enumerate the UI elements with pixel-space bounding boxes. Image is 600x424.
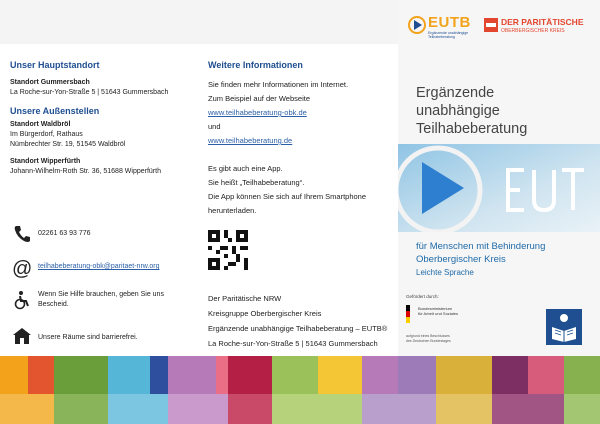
help-text-line2: Bescheid. <box>38 301 69 308</box>
more-info-title: Weitere Informationen <box>208 60 303 70</box>
stripe-1 <box>0 356 28 394</box>
org-line2: Kreisgruppe Oberbergischer Kreis <box>208 309 322 318</box>
left-panel <box>0 0 200 356</box>
stripe-lower-1 <box>0 394 54 424</box>
app-line1: Es gibt auch eine App. <box>208 164 283 173</box>
website-link-obk[interactable]: www.teilhabeberatung-obk.de <box>208 108 307 117</box>
stripe-10 <box>318 356 362 394</box>
branches-title: Unsere Außenstellen <box>10 106 100 116</box>
middle-header-band <box>200 0 398 44</box>
accessibility-text: Unsere Räume sind barrierefrei. <box>38 334 138 341</box>
paritaetische-logo <box>484 16 596 42</box>
phone-number: 02261 63 93 776 <box>38 230 91 237</box>
stripe-5 <box>150 356 168 394</box>
paritaetische-mark-icon <box>484 18 498 32</box>
bmas-note <box>406 334 451 343</box>
eutb-play-icon <box>408 16 426 34</box>
app-line2: Sie heißt „Teilhabeberatung“. <box>208 178 305 187</box>
stripe-12 <box>398 356 436 394</box>
stripe-3 <box>54 356 108 394</box>
email-link[interactable]: teilhabeberatung-obk@paritaet-nrw.org <box>38 263 160 270</box>
brochure-subtitle <box>416 240 545 266</box>
stripe-lower-8 <box>436 394 492 424</box>
brochure-title-line2: unabhängige <box>416 103 500 119</box>
right-panel <box>398 0 600 356</box>
stripe-2 <box>28 356 54 394</box>
stripe-9 <box>272 356 318 394</box>
eutb-hero-image <box>398 144 600 232</box>
paritaetische-logo-text: DER PARITÄTISCHE <box>501 17 584 27</box>
stripe-lower-2 <box>54 394 108 424</box>
paritaetische-logo-sub: OBERBERGISCHER KREIS <box>501 28 565 34</box>
eutb-logo-sub1: Ergänzende unabhängige <box>428 31 469 35</box>
stripe-lower-4 <box>168 394 228 424</box>
stripe-16 <box>564 356 600 394</box>
help-text-line1: Wenn Sie Hilfe brauchen, geben Sie uns <box>38 291 164 298</box>
stripe-13 <box>436 356 492 394</box>
stripe-lower-6 <box>272 394 362 424</box>
stripe-11 <box>362 356 398 394</box>
org-line3: Ergänzende unabhängige Teilhabeberatung – EUTB® <box>208 324 388 333</box>
info-and: und <box>208 122 221 131</box>
wheelchair-icon <box>12 290 32 310</box>
stripe-4 <box>108 356 150 394</box>
eutb-logo-text: EUTB <box>428 14 471 31</box>
at-sign-icon <box>12 258 32 278</box>
stripe-7 <box>216 356 228 394</box>
main-location-name: Standort Gummersbach <box>10 79 90 86</box>
brochure-title-line1: Ergänzende <box>416 85 495 101</box>
stripe-lower-10 <box>564 394 600 424</box>
stripe-lower-9 <box>492 394 564 424</box>
website-link-teilhabeberatung[interactable]: www.teilhabeberatung.de <box>208 136 293 145</box>
info-line1: Sie finden mehr Informationen im Internet. <box>208 80 349 89</box>
bmas-logo <box>418 306 458 316</box>
bmas-line2: für Arbeit und Soziales <box>418 311 459 316</box>
branch-waldbroel-line1: Im Bürgerdorf, Rathaus <box>10 131 83 138</box>
org-line4: La Roche-sur-Yon-Straße 5 | 51643 Gummersbach <box>208 339 378 348</box>
stripe-6 <box>168 356 216 394</box>
branch-wipperfuerth-name: Standort Wipperfürth <box>10 158 81 165</box>
eutb-logo <box>408 14 476 44</box>
svg-text:@: @ <box>12 258 32 278</box>
easy-language-icon <box>546 309 582 345</box>
bmas-note-line2: des Deutschen Bundestages <box>406 338 451 343</box>
phone-icon <box>12 224 32 244</box>
funded-by-label: Gefördert durch: <box>406 294 439 299</box>
qr-code[interactable] <box>208 230 248 270</box>
stripe-lower-5 <box>228 394 272 424</box>
brochure-title-line3: Teilhabeberatung <box>416 121 528 137</box>
branch-waldbroel-line2: Nümbrechter Str. 19, 51545 Waldbröl <box>10 141 126 148</box>
branch-waldbroel-name: Standort Waldbröl <box>10 121 71 128</box>
bmas-note-line1: aufgrund eines Beschlusses <box>406 334 450 338</box>
stripe-15 <box>528 356 564 394</box>
left-header-band <box>0 0 200 44</box>
stripe-lower-3 <box>108 394 168 424</box>
app-line4: herunterladen. <box>208 206 257 215</box>
org-line1: Der Paritätische NRW <box>208 294 282 303</box>
easy-language-label: Leichte Sprache <box>416 268 474 277</box>
app-line3: Die App können Sie sich auf Ihrem Smartphone <box>208 192 367 201</box>
info-line2: Zum Beispiel auf der Webseite <box>208 94 310 103</box>
main-location-address: La Roche-sur-Yon-Straße 5 | 51643 Gummersbach <box>10 89 169 96</box>
eutb-logo-sub2: Teilhabeberatung <box>428 35 455 39</box>
stripe-14 <box>492 356 528 394</box>
bmas-line1: Bundesministerium <box>418 306 453 311</box>
subtitle-line1: für Menschen mit Behinderung <box>416 241 546 252</box>
stripe-8 <box>228 356 272 394</box>
stripe-lower-7 <box>362 394 436 424</box>
branch-wipperfuerth-line: Johann-Wilhelm-Roth Str. 36, 51688 Wipperfürth <box>10 168 161 175</box>
house-icon <box>12 326 32 346</box>
middle-panel <box>200 0 398 356</box>
brochure-title <box>416 84 527 138</box>
subtitle-line2: Oberbergischer Kreis <box>416 254 506 265</box>
german-flag-icon <box>406 305 416 323</box>
main-location-title: Unser Hauptstandort <box>10 60 100 70</box>
